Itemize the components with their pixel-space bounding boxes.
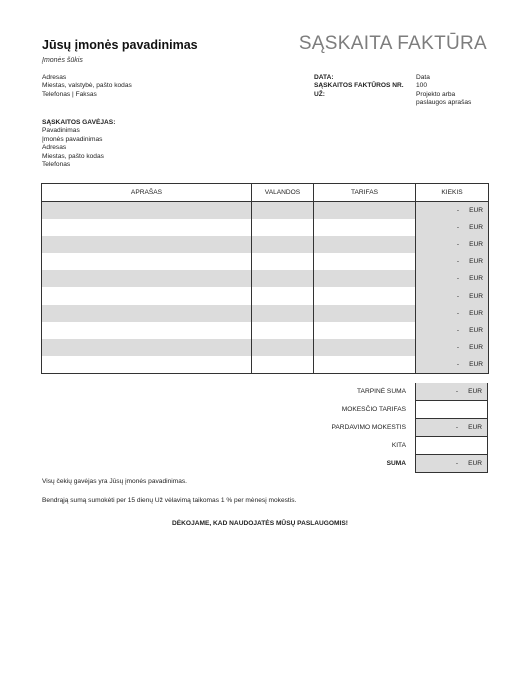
hours-cell[interactable] xyxy=(252,287,314,304)
amount-cell: - EUR xyxy=(416,339,489,356)
description-cell[interactable] xyxy=(42,219,252,236)
invoice-meta-labels xyxy=(314,74,404,99)
table-row xyxy=(42,322,489,339)
amount-cell: - EUR xyxy=(416,219,489,236)
amount-cell: - EUR xyxy=(416,305,489,322)
column-header-rate: TARIFAS xyxy=(314,184,416,202)
bill-to-line: Adresas xyxy=(42,144,67,152)
amount-cell: - EUR xyxy=(416,202,489,220)
table-row xyxy=(42,339,489,356)
address-line: Miestas, valstybė, pašto kodas xyxy=(42,82,132,90)
subtotal-value: - EUR xyxy=(415,383,488,401)
date-value: Data xyxy=(416,74,430,81)
total-value: - EUR xyxy=(415,455,488,473)
rate-cell[interactable] xyxy=(314,287,416,304)
bill-to-line: Miestas, pašto kodas xyxy=(42,152,104,160)
sales-tax-label: PARDAVIMO MOKESTIS xyxy=(331,424,406,431)
document-title: SĄSKAITA FAKTŪRA xyxy=(298,33,487,54)
description-cell[interactable] xyxy=(42,339,252,356)
rate-cell[interactable] xyxy=(314,202,416,220)
table-row xyxy=(42,305,489,322)
for-value: Projekto arba xyxy=(416,90,456,98)
hours-cell[interactable] xyxy=(252,322,314,339)
rate-cell[interactable] xyxy=(314,219,416,236)
hours-cell[interactable] xyxy=(252,270,314,287)
rate-cell[interactable] xyxy=(314,339,416,356)
rate-cell[interactable] xyxy=(314,305,416,322)
company-name: Jūsų įmonės pavadinimas xyxy=(42,38,198,52)
description-cell[interactable] xyxy=(42,236,252,253)
payee-note: Visų čekių gavėjas yra Jūsų įmonės pavadinimas. xyxy=(42,478,188,485)
description-cell[interactable] xyxy=(42,253,252,270)
bill-to-line: Pavadinimas xyxy=(42,127,80,135)
address-line: Adresas xyxy=(42,74,67,81)
table-header-row xyxy=(42,184,489,202)
line-items-table xyxy=(41,183,489,374)
table-row xyxy=(42,287,489,304)
date-label: DATA: xyxy=(314,74,334,81)
invoice-number-value: 100 xyxy=(416,82,428,90)
hours-cell[interactable] xyxy=(252,253,314,270)
sales-tax-value: - EUR xyxy=(415,419,488,437)
description-cell[interactable] xyxy=(42,287,252,304)
table-row xyxy=(42,356,489,374)
company-slogan: Įmonės šūkis xyxy=(42,57,83,64)
amount-cell: - EUR xyxy=(416,236,489,253)
payment-terms: Bendrąją sumą sumokėti per 15 dienų Už vėlavimą taikomas 1 % per mėnesį mokestis. xyxy=(42,497,297,504)
rate-cell[interactable] xyxy=(314,236,416,253)
rate-cell[interactable] xyxy=(314,270,416,287)
amount-cell: - EUR xyxy=(416,270,489,287)
thank-you-note: DĖKOJAME, KAD NAUDOJATĖS MŪSŲ PASLAUGOMIS! xyxy=(172,520,348,527)
sales-tax-row xyxy=(200,419,488,437)
table-row xyxy=(42,219,489,236)
invoice-number-label: SĄSKAITOS FAKTŪROS NR. xyxy=(314,82,404,90)
column-header-description: APRAŠAS xyxy=(42,184,252,202)
other-label: KITA xyxy=(391,442,406,449)
tax-rate-row xyxy=(200,401,488,419)
amount-cell: - EUR xyxy=(416,356,489,374)
description-cell[interactable] xyxy=(42,305,252,322)
table-row xyxy=(42,253,489,270)
bill-to-line: Telefonas xyxy=(42,161,71,169)
tax-rate-label: MOKESČIO TARIFAS xyxy=(341,406,406,413)
rate-cell[interactable] xyxy=(314,356,416,374)
other-row xyxy=(200,437,488,455)
hours-cell[interactable] xyxy=(252,202,314,220)
address-line: Telefonas | Faksas xyxy=(42,90,97,98)
column-header-hours: VALANDOS xyxy=(252,184,314,202)
amount-cell: - EUR xyxy=(416,322,489,339)
invoice-meta-values xyxy=(416,74,471,108)
hours-cell[interactable] xyxy=(252,339,314,356)
subtotal-label: TARPINĖ SUMA xyxy=(357,388,406,395)
table-row xyxy=(42,202,489,220)
hours-cell[interactable] xyxy=(252,236,314,253)
for-value: paslaugos aprašas xyxy=(416,99,472,107)
hours-cell[interactable] xyxy=(252,219,314,236)
table-row xyxy=(42,270,489,287)
total-row xyxy=(200,455,488,473)
rate-cell[interactable] xyxy=(314,253,416,270)
description-cell[interactable] xyxy=(42,322,252,339)
column-header-amount: KIEKIS xyxy=(416,184,489,202)
bill-to-line: Įmonės pavadinimas xyxy=(42,135,103,143)
description-cell[interactable] xyxy=(42,356,252,374)
tax-rate-field[interactable] xyxy=(415,401,488,419)
hours-cell[interactable] xyxy=(252,356,314,374)
amount-cell: - EUR xyxy=(416,287,489,304)
description-cell[interactable] xyxy=(42,270,252,287)
total-label: SUMA xyxy=(386,460,406,467)
amount-cell: - EUR xyxy=(416,253,489,270)
subtotal-row xyxy=(200,383,488,401)
rate-cell[interactable] xyxy=(314,322,416,339)
description-cell[interactable] xyxy=(42,202,252,220)
table-row xyxy=(42,236,489,253)
bill-to xyxy=(42,119,115,169)
hours-cell[interactable] xyxy=(252,305,314,322)
bill-to-header: SĄSKAITOS GAVĖJAS: xyxy=(42,119,116,126)
for-label: UŽ: xyxy=(314,90,325,98)
other-field[interactable] xyxy=(415,437,488,455)
company-address xyxy=(42,74,132,99)
